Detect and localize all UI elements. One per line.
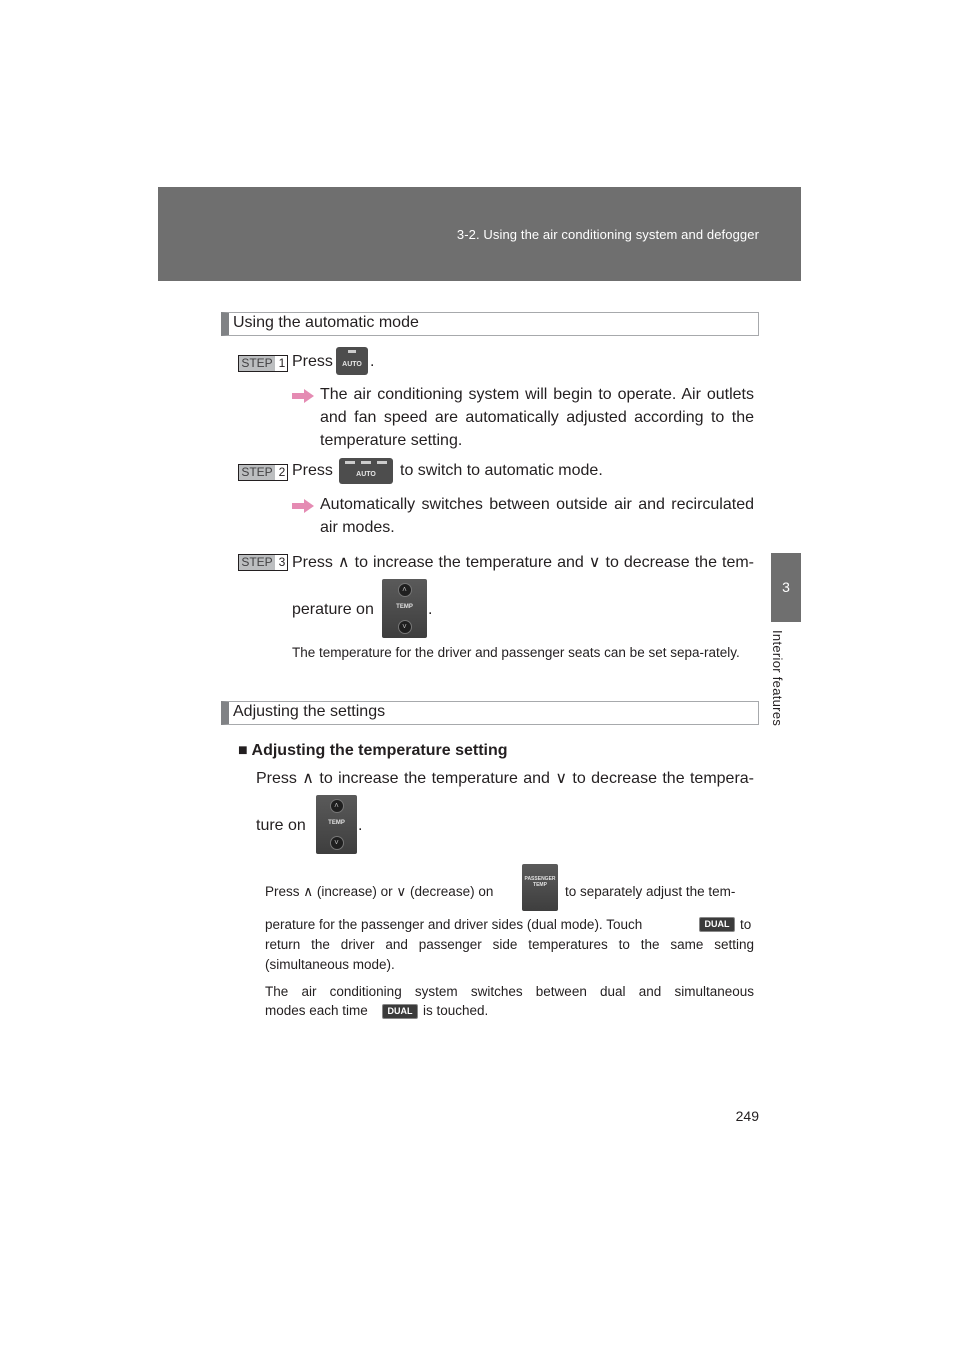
step-1-period: . [370, 353, 375, 370]
step-2-press-text: Press [292, 462, 333, 479]
section-title: Using the automatic mode [233, 314, 419, 331]
passenger-temp-caption: PASSENGER TEMP [524, 876, 556, 888]
note-2-part-a: The air conditioning system switches between dual and simultaneous [265, 984, 754, 999]
note-1-part-b: to separately adjust the tem- [565, 884, 736, 899]
note-1-part-e: return the driver and passenger side temperatures to the same setting (simultaneous mode). [265, 937, 754, 972]
chapter-side-label [770, 630, 800, 770]
temp-dial-caption: TEMP [396, 604, 413, 610]
note-2-part-b: modes each time [265, 1003, 368, 1018]
step-2-result-text: Automatically switches between outside air and recirculated air modes. [320, 496, 754, 536]
temp-setting-line-1: Press ∧ to increase the temperature and ∨ to decrease the tempera- [256, 770, 754, 787]
auto-mode-caption: AUTO [356, 471, 376, 478]
subheading-temperature-setting: ■ Adjusting the temperature setting [238, 742, 508, 759]
temp-setting-period: . [358, 817, 363, 834]
passenger-temp-dial-icon [522, 864, 558, 911]
step-1-result-text: The air conditioning system will begin to operate. Air outlets and fan speed are automatically adjusted according to the temperature setting. [320, 386, 754, 449]
temp-dial-icon: ˄ TEMP ˅ [382, 579, 427, 638]
step-number: 2 [278, 465, 286, 479]
note-1-part-c: perature for the passenger and driver sides (dual mode). Touch [265, 917, 643, 932]
dual-button-icon [382, 1004, 418, 1019]
note-1-part-a: Press ∧ (increase) or ∨ (decrease) on [265, 884, 494, 899]
step-label: STEP [239, 356, 275, 371]
chapter-label-text: Interior features [770, 630, 785, 727]
step-number: 1 [278, 356, 286, 370]
step-1-badge [238, 355, 288, 372]
step-number: 3 [278, 555, 286, 569]
step-2-rest-text: to switch to automatic mode. [400, 462, 603, 479]
page-number: 249 [735, 1108, 759, 1124]
step-3-badge [238, 554, 288, 571]
step-3-note: The temperature for the driver and passenger seats can be set sepa-rately. [292, 645, 740, 660]
step-1-press-text: Press [292, 353, 333, 370]
dual-button-icon [699, 917, 735, 932]
step-label: STEP [239, 465, 275, 480]
temp-dial-caption: TEMP [328, 820, 345, 826]
chapter-header-title: 3-2. Using the air conditioning system and defogger [456, 227, 759, 242]
temp-setting-line-2: ture on [256, 817, 306, 834]
note-2-part-c: is touched. [423, 1003, 489, 1018]
step-2-badge [238, 464, 288, 481]
auto-mode-button-icon [339, 458, 393, 484]
temp-dial-icon: ˄ TEMP ˅ [316, 795, 357, 854]
section-heading-adjusting-settings [221, 701, 759, 725]
auto-button-icon [336, 347, 368, 375]
step-3-line-2: perature on [292, 601, 374, 618]
section-heading-automatic-mode [221, 312, 759, 336]
step-3-line-1: Press ∧ to increase the temperature and ∨ to decrease the tem- [292, 554, 754, 571]
chapter-number-tab: 3 [771, 553, 801, 622]
chapter-header [158, 187, 801, 281]
auto-caption: AUTO [342, 361, 362, 368]
dual-label: DUAL [704, 919, 730, 929]
step-label: STEP [239, 555, 275, 570]
step-3-period: . [428, 601, 433, 618]
result-arrow-icon [292, 389, 314, 403]
result-arrow-icon [292, 499, 314, 513]
dual-label: DUAL [387, 1006, 413, 1016]
note-1-part-d: to [740, 917, 752, 932]
section-title: Adjusting the settings [233, 703, 386, 720]
